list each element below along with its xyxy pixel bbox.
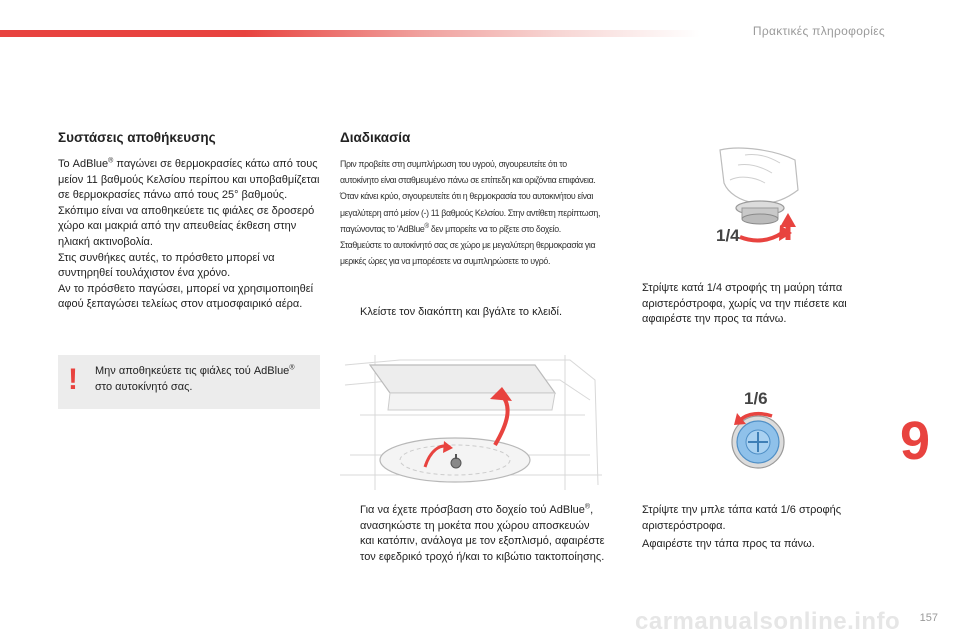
quarter-turn-label: 1/4 [716,226,740,245]
header-accent-bar [0,30,700,37]
procedure-title: Διαδικασία [340,130,411,145]
storage-title: Συστάσεις αποθήκευσης [58,130,216,145]
chapter-number: 9 [900,411,931,471]
trunk-illustration [340,355,602,490]
storage-para-3: Αν το πρόσθετο παγώσει, μπορεί να χρησιμοποιηθεί αφού ξεπαγώσει τελείως στον ατμοσφαιρικό αέρα. [58,282,314,311]
procedure-conditions [340,157,602,270]
warning-icon: ! [68,363,78,396]
storage-section [58,130,320,313]
step-4: Στρίψτε την μπλε τάπα κατά 1/6 στροφής αριστερόστροφα. [642,504,842,532]
warning-text: Μην αποθηκεύετε τις φιάλες τού AdBlue® στο αυτοκίνητό σας. [95,364,295,393]
blue-cap-illustration [720,380,810,475]
condition-2: Όταν κάνει κρύο, σιγουρευτείτε ότι η θερμοκρασία του αυτοκινήτου είναι μεγαλύτερη από μείον (-) 11 βαθμούς Κελσίου. Στην αντίθετη περίπτωση, παγώνοντας το 'AdBlue® δεν μπορείτε να το ρίξετε στο δοχείο. Σταθμεύστε το αυτοκίνητό σας σε χώρο με μεγαλύτερη θερμοκρασία για μερικές ώρες για να μπορέσετε να συμπληρώσετε το υγρό. [340,191,601,268]
sixth-turn-label: 1/6 [744,389,768,408]
black-cap-illustration [700,145,820,250]
warning-box [58,355,320,409]
storage-para-2: Στις συνθήκες αυτές, το πρόσθετο μπορεί να συντηρηθεί τουλάχιστον ένα χρόνο. [58,251,275,280]
watermark: carmanualsonline.info [635,608,901,635]
page-number: 157 [919,612,938,624]
storage-body [58,157,320,313]
step-2: Για να έχετε πρόσβαση στο δοχείο τού AdBlue®, ανασηκώστε τη μοκέτα που χώρου αποσκευών και κατόπιν, ανάλογα με τον εξοπλισμό, αφαιρέστε τον εφεδρικό τροχό ή/και το κιβώτιο τακτοποίησης. [360,503,605,563]
section-title: Πρακτικές πληροφορίες [752,24,885,38]
condition-1: Πριν προβείτε στη συμπλήρωση του υγρού, σιγουρευτείτε ότι το αυτοκίνητο είναι σταθμευμένο πάνω σε επίπεδη και οριζόντια επιφάνεια. [340,159,596,187]
procedure-section [340,130,602,270]
step-1: Κλείστε τον διακόπτη και βγάλτε το κλειδί. [360,306,563,318]
step-5: Αφαιρέστε την τάπα προς τα πάνω. [642,538,815,550]
step-3: Στρίψτε κατά 1/4 στροφής τη μαύρη τάπα αριστερόστροφα, χωρίς να την πιέσετε και αφαιρέστε την προς τα πάνω. [642,282,847,325]
storage-para-1: Το AdBlue® παγώνει σε θερμοκρασίες κάτω από τους μείον 11 βαθμούς Κελσίου περίπου και υποβαθμίζεται σε θερμοκρασίες πάνω από τους 25° βαθμούς. Σκόπιμο είναι να αποθηκεύετε τις φιάλες σε δροσερό χώρο και μακριά από την απευθείας έκθεση στην ηλιακή ακτινοβολία. [58,157,320,248]
